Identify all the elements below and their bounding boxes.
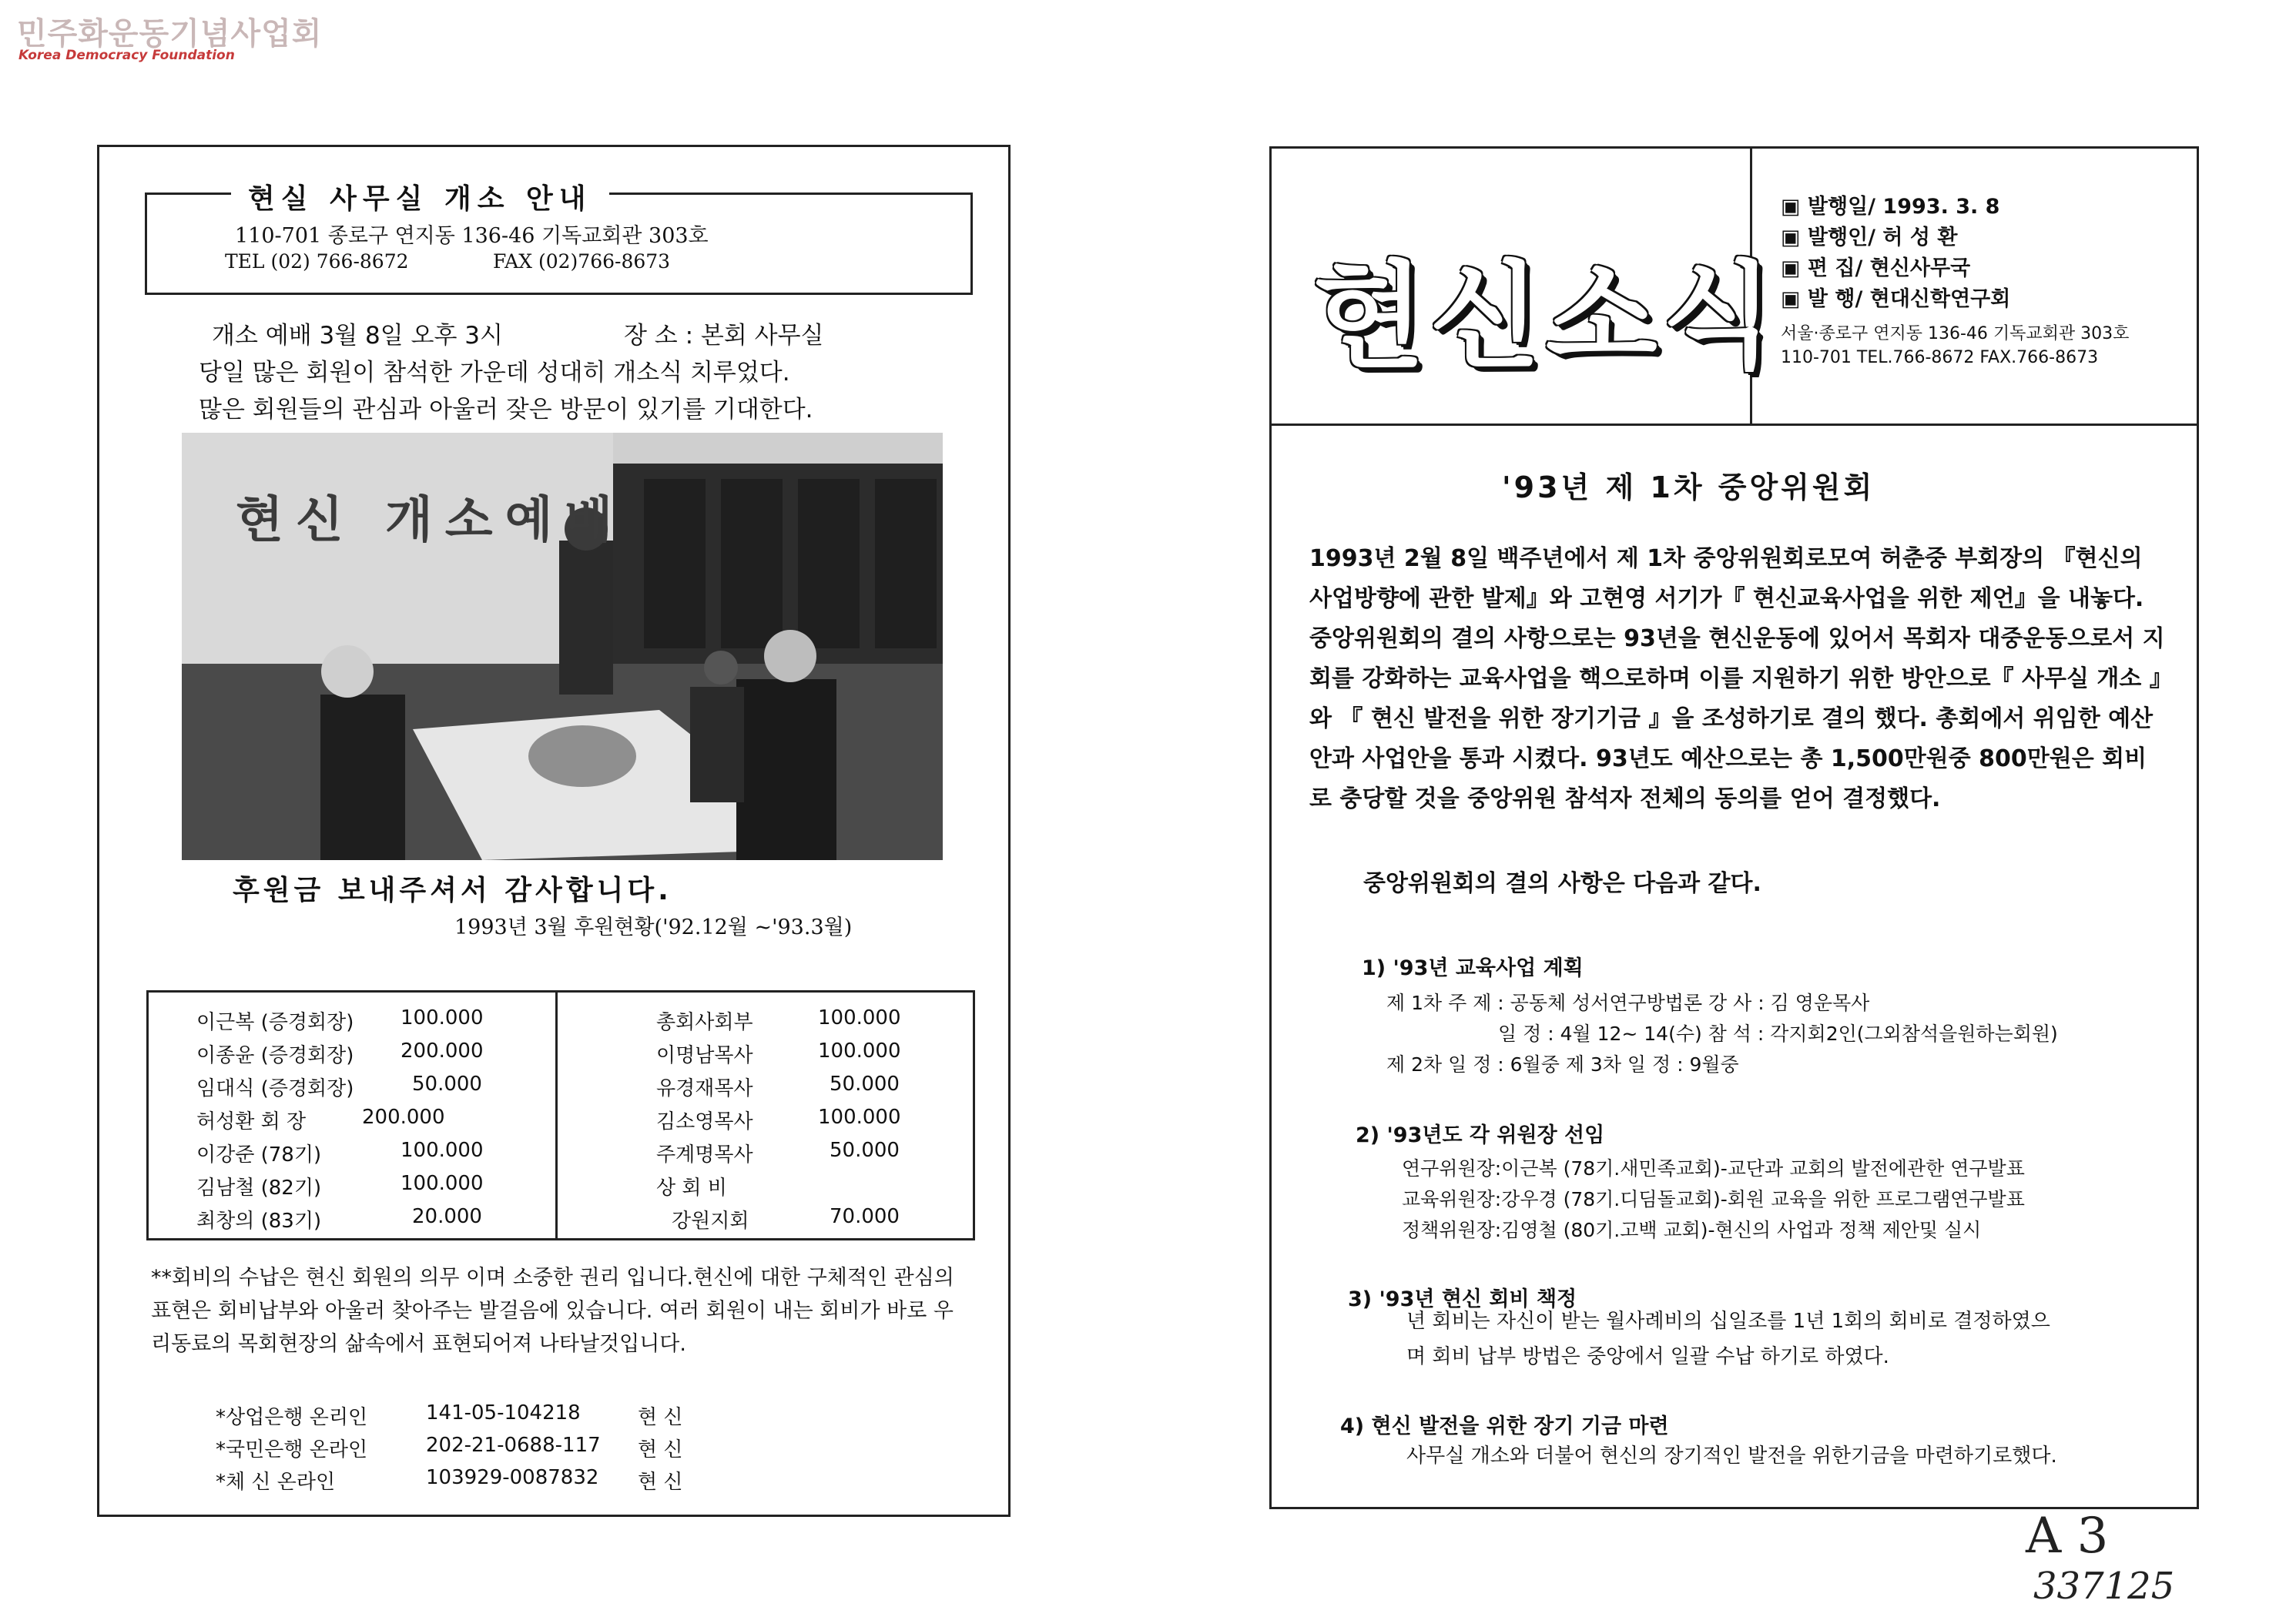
opening-text-1: 당일 많은 회원이 참석한 가운데 성대히 개소식 치루었다. [199, 359, 790, 387]
donor-amount: 100.000 [818, 1006, 901, 1029]
publisher: ▣ 발행인/ 허 성 환 [1781, 226, 1958, 249]
notice-title: 현실 사무실 개소 안내 [231, 177, 609, 216]
donor-amount: 100.000 [401, 1139, 484, 1162]
dues-note: **회비의 수납은 현신 회원의 의무 이며 소중한 권리 입니다.현신에 대한 구체적인 관심의 표현은 회비납부와 아울러 찾아주는 발걸음에 있습니다. 여러 회원이 내는 회비가 바로 우리동료의 목회현장의 삶속에서 표현되어져 나타날것입니다. [151, 1266, 954, 1356]
article-title: '93년 제 1차 중앙위원회 [1502, 470, 1875, 504]
donor-amount: 100.000 [401, 1006, 484, 1029]
donor-row [672, 1205, 933, 1233]
bank-account: 141-05-104218 [426, 1401, 581, 1424]
section-2-line: 연구위원장:이근복 (78기.새민족교회)-교단과 교회의 발전에관한 연구발표 [1402, 1157, 2025, 1180]
donor-amount: 100.000 [401, 1172, 484, 1195]
notice-tel: TEL (02) 766-8672 [225, 250, 409, 273]
donor-row [196, 1205, 520, 1233]
donor-row [656, 1139, 933, 1167]
section-4-line: 사무실 개소와 더불어 현신의 장기적인 발전을 위한기금을 마련하기로했다. [1406, 1445, 2057, 1468]
donor-name: 유경재목사 [656, 1077, 753, 1100]
editor: ▣ 편 집/ 현신사무국 [1781, 256, 1971, 280]
donor-row [196, 1006, 520, 1034]
donor-amount: 20.000 [412, 1205, 482, 1228]
section-3-line: 년 회비는 자신이 받는 월사례비의 십일조를 1년 1회의 회비로 결정하였으 [1406, 1310, 2050, 1333]
bank-holder: 현 신 [638, 1438, 683, 1461]
publication-name: 현신소식 [1313, 249, 1778, 384]
opening-ceremony-photo [182, 433, 943, 860]
donor-amount: 200.000 [401, 1040, 484, 1063]
bank-name: *국민은행 온라인 [216, 1438, 368, 1461]
donor-name: 주계명목사 [656, 1143, 753, 1167]
donor-row [656, 1006, 933, 1034]
bank-name: *체 신 온라인 [216, 1471, 336, 1494]
notice-address: 110-701 종로구 연지동 136-46 기독교회관 303호 [235, 224, 709, 248]
section-1-title: 1) '93년 교육사업 계획 [1362, 956, 1584, 980]
donor-name: 이명남목사 [656, 1044, 753, 1067]
donor-row [656, 1040, 933, 1067]
donor-name: 최창의 (83기) [196, 1210, 322, 1233]
donor-row [196, 1106, 520, 1133]
donor-name: 김소영목사 [656, 1110, 753, 1133]
donor-name: 이종윤 (증경회장) [196, 1044, 354, 1067]
donor-name: 허성환 회 장 [196, 1110, 307, 1133]
donor-amount: 200.000 [362, 1106, 445, 1129]
section-1-line: 제 1차 주 제 : 공동체 성서연구방법론 강 사 : 김 영운목사 [1386, 992, 1870, 1014]
section-3-line: 며 회비 납부 방법은 중앙에서 일괄 수납 하기로 하였다. [1406, 1345, 1889, 1368]
thanks-heading: 후원금 보내주셔서 감사합니다. [233, 875, 672, 906]
photo-banner-text: 현신 개소예배 [236, 491, 625, 549]
section-2-title: 2) '93년도 각 위원장 선임 [1356, 1123, 1605, 1147]
section-3-title: 3) '93년 현신 회비 책정 [1348, 1287, 1577, 1311]
issuer-address: 서울·종로구 연지동 136-46 기독교회관 303호 [1781, 324, 2130, 343]
opening-text-2: 많은 회원들의 관심과 아울러 잦은 방문이 있기를 기대한다. [199, 396, 813, 424]
section-1-line: 제 2차 일 정 : 6월중 제 3차 일 정 : 9월중 [1386, 1053, 1739, 1076]
archive-code: A 3 [2026, 1508, 2109, 1565]
donor-name: 이근복 (증경회장) [196, 1011, 354, 1034]
donor-row [196, 1139, 520, 1167]
donor-amount: 100.000 [818, 1040, 901, 1063]
donor-row [196, 1172, 520, 1200]
donor-name: 이강준 (78기) [196, 1143, 322, 1167]
bank-holder: 현 신 [638, 1471, 683, 1494]
donor-row [656, 1073, 933, 1100]
donor-name: 김남철 (82기) [196, 1177, 322, 1200]
donor-name: 강원지회 [672, 1210, 749, 1233]
donor-name: 상 회 비 [656, 1177, 727, 1200]
bank-account: 202-21-0688-117 [426, 1434, 601, 1457]
issuer: ▣ 발 행/ 현대신학연구회 [1781, 287, 2011, 311]
donor-amount: 50.000 [830, 1139, 900, 1162]
donor-row [196, 1073, 520, 1100]
article-closing: 중앙위원회의 결의 사항은 다음과 같다. [1363, 870, 1761, 897]
watermark-english: Korea Democracy Foundation [18, 48, 235, 63]
donor-table-divider [555, 990, 558, 1240]
issuer-contact: 110-701 TEL.766-8672 FAX.766-8673 [1781, 348, 2099, 367]
notice-fax: FAX (02)766-8673 [493, 250, 671, 273]
bank-account: 103929-0087832 [426, 1466, 599, 1489]
issue-date: ▣ 발행일/ 1993. 3. 8 [1781, 195, 2000, 219]
donor-amount: 50.000 [412, 1073, 482, 1096]
donor-row [656, 1106, 933, 1133]
donor-amount: 100.000 [818, 1106, 901, 1129]
archive-number: 337125 [2033, 1565, 2175, 1608]
opening-place: 장 소 : 본회 사무실 [624, 322, 824, 350]
section-1-line: 일 정 : 4월 12~ 14(수) 참 석 : 각지회2인(그외참석을원하는회원) [1498, 1023, 2058, 1045]
masthead-divider [1269, 424, 2199, 426]
donor-amount: 70.000 [830, 1205, 900, 1228]
thanks-subtitle: 1993년 3월 후원현황('92.12월 ~'93.3월) [454, 916, 853, 939]
section-2-line: 정책위원장:김영철 (80기.고백 교회)-현신의 사업과 정책 제안및 실시 [1402, 1219, 1982, 1241]
section-4-title: 4) 현신 발전을 위한 장기 기금 마련 [1340, 1414, 1669, 1438]
donor-row [196, 1040, 520, 1067]
donor-row [656, 1172, 933, 1200]
watermark-korean: 민주화운동기념사업회 [17, 16, 323, 52]
bank-name: *상업은행 온리인 [216, 1406, 368, 1429]
article-body: 1993년 2월 8일 백주년에서 제 1차 중앙위원회로모여 허춘중 부회장의 『현신의 사업방향에 관한 발제』와 고현영 서기가『 현신교육사업을 위한 제언』을 내놓다. 중앙위원회의 결의 사항으로는 93년을 현신운동에 있어서 목회자 대중운동으로서 지회를 강화하는 교육사업을 핵으로하며 이를 지원하기 위한 방안으로『 사무실 개소 』와 『 현신 발전을 위한 장기기금 』을 조성하기로 결의 했다. 총회에서 위임한 예산안과 사업안을 통과 시켰다. 93년도 예산으로는 총 1,500만원중 800만원은 회비로 충당할 것을 중앙위원 참석자 전체의 동의를 얻어 결정했다. [1309, 545, 2165, 812]
bank-holder: 현 신 [638, 1406, 683, 1429]
section-2-line: 교육위원장:강우경 (78기.디딤돌교회)-회원 교육을 위한 프로그램연구발표 [1402, 1188, 2025, 1210]
opening-time: 개소 예배 3월 8일 오후 3시 [212, 322, 503, 350]
donor-amount: 50.000 [830, 1073, 900, 1096]
donor-name: 총회사회부 [656, 1011, 753, 1034]
donor-name: 임대식 (증경회장) [196, 1077, 354, 1100]
